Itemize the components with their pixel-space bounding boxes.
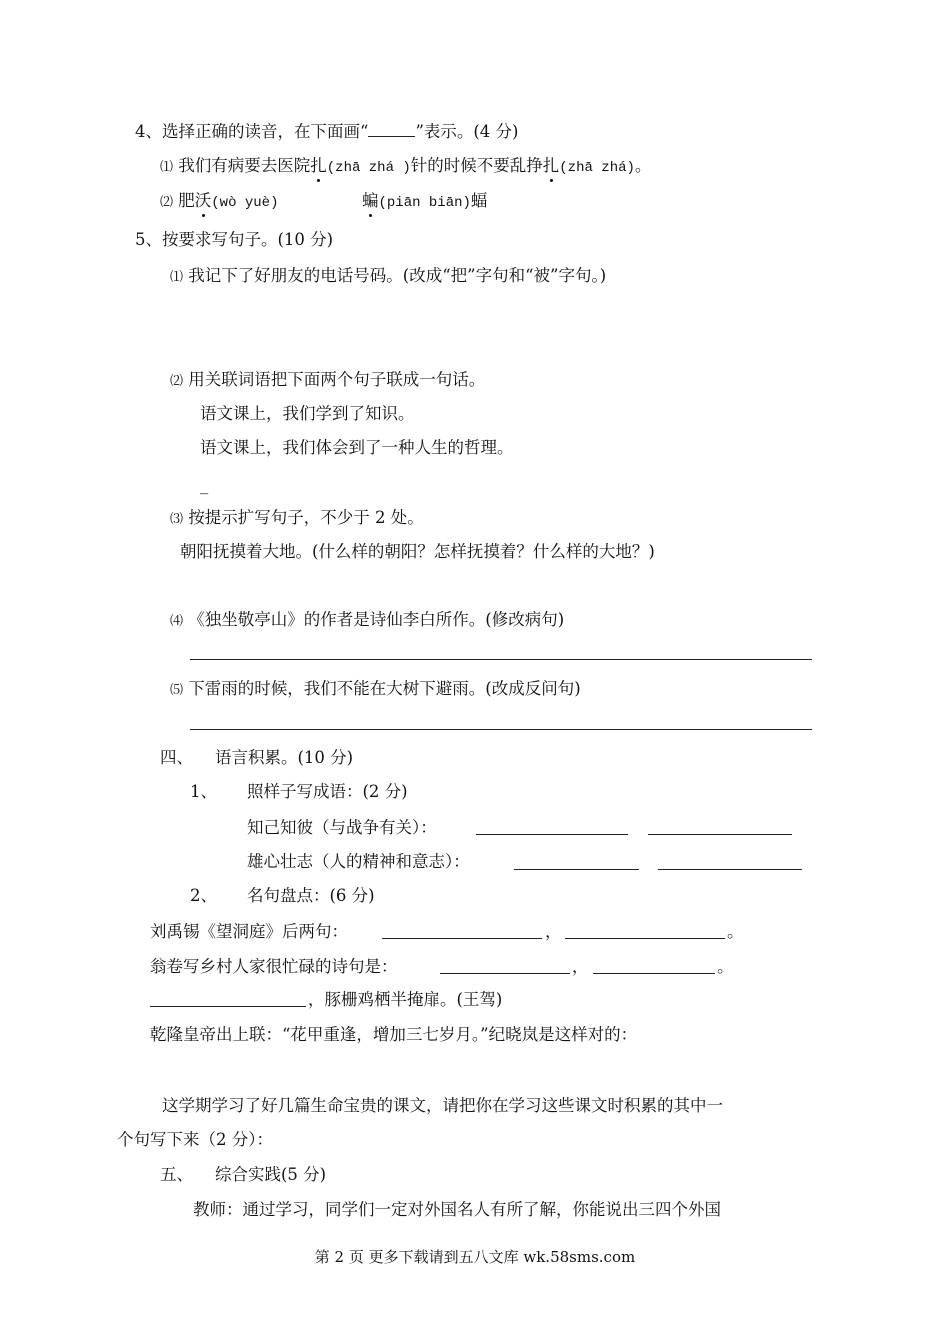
q5-s2: ⑵ 用关联词语把下面两个句子联成一句话。 xyxy=(170,370,486,389)
sec5-p1: 教师：通过学习，同学们一定对外国名人有所了解，你能说出三四个外国 xyxy=(193,1200,721,1219)
q4-title: 4、选择正确的读音，在下面画“ ”表示。(4 分) xyxy=(135,122,519,141)
answer-line[interactable] xyxy=(593,973,715,974)
sec4-p1-comma: ， xyxy=(545,922,562,941)
sec4-sub1-l2: 雄心壮志（人的精神和意志）： xyxy=(247,852,470,871)
sec4-title: 语言积累。(10 分) xyxy=(215,748,354,767)
sec4-p5a: 这学期学习了好几篇生命宝贵的课文，请把你在学习这些课文时积累的其中一 xyxy=(162,1096,723,1115)
answer-line[interactable] xyxy=(382,938,542,939)
sec4-sub1-title: 照样子写成语：(2 分) xyxy=(247,782,408,801)
sec5-num: 五、 xyxy=(160,1165,193,1184)
q5-s2-dash: _ xyxy=(200,475,209,494)
answer-line[interactable] xyxy=(658,869,802,870)
answer-line[interactable] xyxy=(150,1006,306,1007)
answer-line[interactable] xyxy=(648,834,792,835)
sec4-p4: 乾隆皇帝出上联：“花甲重逢，增加三七岁月。”纪晓岚是这样对的： xyxy=(150,1025,638,1044)
q5-s3-sub: 朝阳抚摸着大地。(什么样的朝阳？怎样抚摸着？什么样的大地？) xyxy=(180,542,655,561)
answer-line[interactable] xyxy=(190,729,812,730)
sec4-sub1-l1: 知己知彼（与战争有关）： xyxy=(247,818,437,837)
sec4-p2-comma: ， xyxy=(572,957,589,976)
sec4-p1: 刘禹锡《望洞庭》后两句： xyxy=(150,922,348,941)
dotted-char: 沃 xyxy=(194,191,212,210)
q5-s5: ⑸ 下雷雨的时候，我们不能在大树下避雨。(改成反问句) xyxy=(170,679,581,698)
q5-s2-b: 语文课上，我们体会到了一种人生的哲理。 xyxy=(200,438,514,457)
q5-s2-a: 语文课上，我们学到了知识。 xyxy=(200,404,415,423)
sec4-sub2-num: 2、 xyxy=(190,886,217,905)
answer-line[interactable] xyxy=(190,659,812,660)
page-footer: 第 2 页 更多下载请到五八文库 wk.58sms.com xyxy=(314,1248,636,1266)
q4-item-2: ⑵ 肥沃(wò yuè) xyxy=(160,191,279,211)
q5-s3: ⑶ 按提示扩写句子，不少于 2 处。 xyxy=(170,508,424,527)
q5-s1: ⑴ 我记下了好朋友的电话号码。(改成“把”字句和“被”字句。) xyxy=(170,266,607,285)
sec4-p3: ，豚栅鸡栖半掩扉。(王驾) xyxy=(308,990,503,1009)
q4-item-2b: 蝙(piān biān)蝠 xyxy=(362,191,488,211)
sec4-p1-end: 。 xyxy=(727,922,744,941)
answer-line[interactable] xyxy=(476,834,628,835)
sec4-p2-end: 。 xyxy=(717,957,734,976)
dotted-char: 扎 xyxy=(542,156,560,175)
answer-line[interactable] xyxy=(440,973,570,974)
q4-item-1: ⑴ 我们有病要去医院扎(zhā zhá )针的时候不要乱挣扎(zhā zhá)。 xyxy=(160,156,652,176)
sec4-num: 四、 xyxy=(160,748,193,767)
sec4-sub2-title: 名句盘点：(6 分) xyxy=(247,886,375,905)
q5-title: 5、按要求写句子。(10 分) xyxy=(135,230,334,249)
answer-line[interactable] xyxy=(565,938,725,939)
sec4-p5b: 个句写下来（2 分）： xyxy=(117,1130,273,1149)
sec5-title: 综合实践(5 分) xyxy=(215,1165,327,1184)
sec4-p2: 翁卷写乡村人家很忙碌的诗句是： xyxy=(150,957,398,976)
q5-s4: ⑷ 《独坐敬亭山》的作者是诗仙李白所作。(修改病句) xyxy=(170,610,565,629)
answer-line[interactable] xyxy=(514,869,639,870)
dotted-char: 扎 xyxy=(310,156,327,175)
dotted-char: 蝙 xyxy=(362,191,379,210)
underline-sample xyxy=(368,120,415,137)
sec4-sub1-num: 1、 xyxy=(190,782,217,801)
